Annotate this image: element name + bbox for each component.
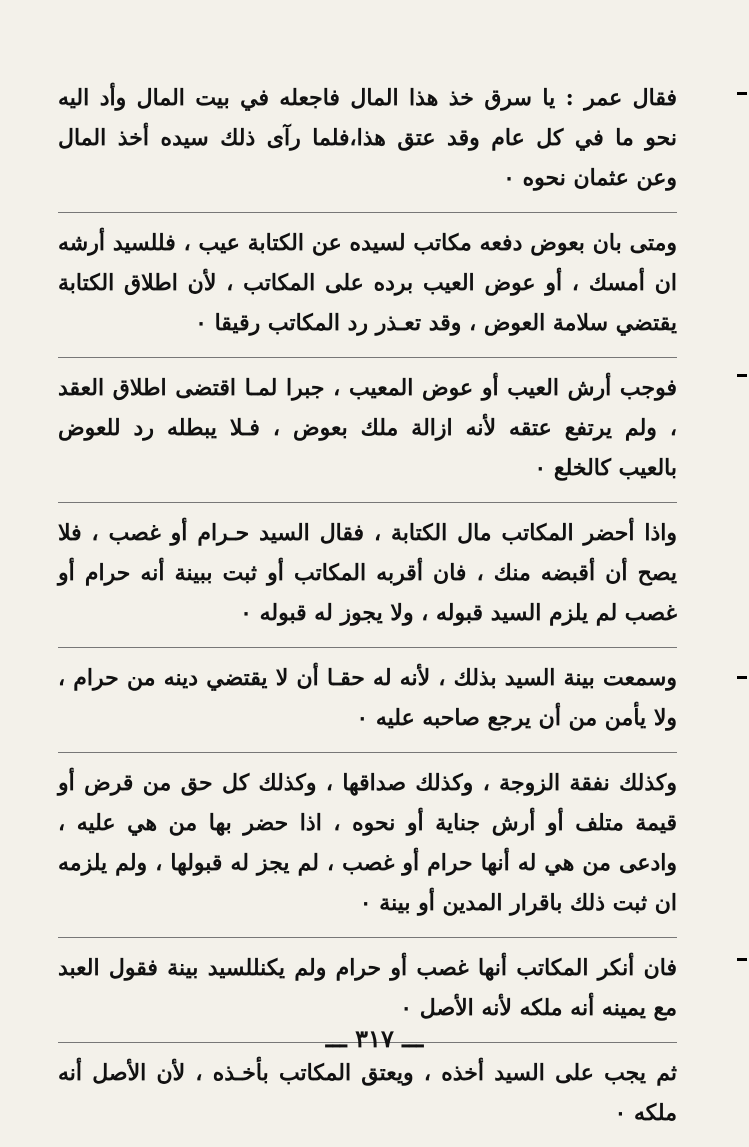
divider: [58, 752, 677, 753]
paragraph-1: فقال عمر : يا سرق خذ هذا المال فاجعله في بيت المال وأد اليه نحو ما في كل عام وقد عتق هذا،فلما رآى ذلك سيده أخذ المال وعن عثمان نحوه ٠: [58, 85, 677, 191]
paragraph-6: وكذلك نفقة الزوجة ، وكذلك صداقها ، وكذلك كل حق من قرض أو قيمة متلف أو أرش جناية أو نحوه ، اذا حضر بها من هي عليه ، وادعى من هي له أنها حرام أو غصب ، لم يجز له قبولها ، ولم يلزمه ان ثبت ذلك باقرار المدين أو بينة ٠: [58, 770, 677, 916]
paragraph-8: ثم يجب على السيد أخذه ، ويعتق المكاتب بأخـذه ، لأن الأصل أنه ملكه ٠: [58, 1060, 677, 1126]
divider: [58, 502, 677, 503]
divider: [58, 937, 677, 938]
paragraph-5: وسمعت بينة السيد بذلك ، لأنه له حقـا أن لا يقتضي دينه من حرام ، ولا يأمن من أن يرجع صاحبه عليه ٠: [58, 665, 677, 731]
margin-mark: [737, 676, 747, 679]
paragraph-7: فان أنكر المكاتب أنها غصب أو حرام ولم يكنللسيد بينة فقول العبد مع يمينه أنه ملكه لأنه الأصل ٠: [58, 955, 677, 1021]
body-text: [58, 78, 677, 1147]
divider: [58, 212, 677, 213]
paragraph-3: فوجب أرش العيب أو عوض المعيب ، جبرا لمـا اقتضى اطلاق العقد ، ولم يرتفع عتقه لأنه ازالة ملك بعوض ، فـلا يبطله رد للعوض بالعيب كالخلع ٠: [58, 375, 677, 481]
margin-mark: [737, 958, 747, 961]
paragraph-2: ومتى بان بعوض دفعه مكاتب لسيده عن الكتابة عيب ، فللسيد أرشه ان أمسك ، أو عوض العيب برده على المكاتب ، لأن اطلاق الكتابة يقتضي سلامة العوض ، وقد تعـذر رد المكاتب رقيقا ٠: [58, 230, 677, 336]
paragraph-4: واذا أحضر المكاتب مال الكتابة ، فقال السيد حـرام أو غصب ، فلا يصح أن أقبضه منك ، فان أقربه المكاتب أو ثبت ببينة أنه حرام أو غصب لم يلزم السيد قبوله ، ولا يجوز له قبوله ٠: [58, 520, 677, 626]
divider: [58, 357, 677, 358]
divider: [58, 647, 677, 648]
margin-mark: [737, 374, 747, 377]
page-number: ـــ ٣١٧ ـــ: [325, 1024, 424, 1053]
margin-mark: [737, 92, 747, 95]
